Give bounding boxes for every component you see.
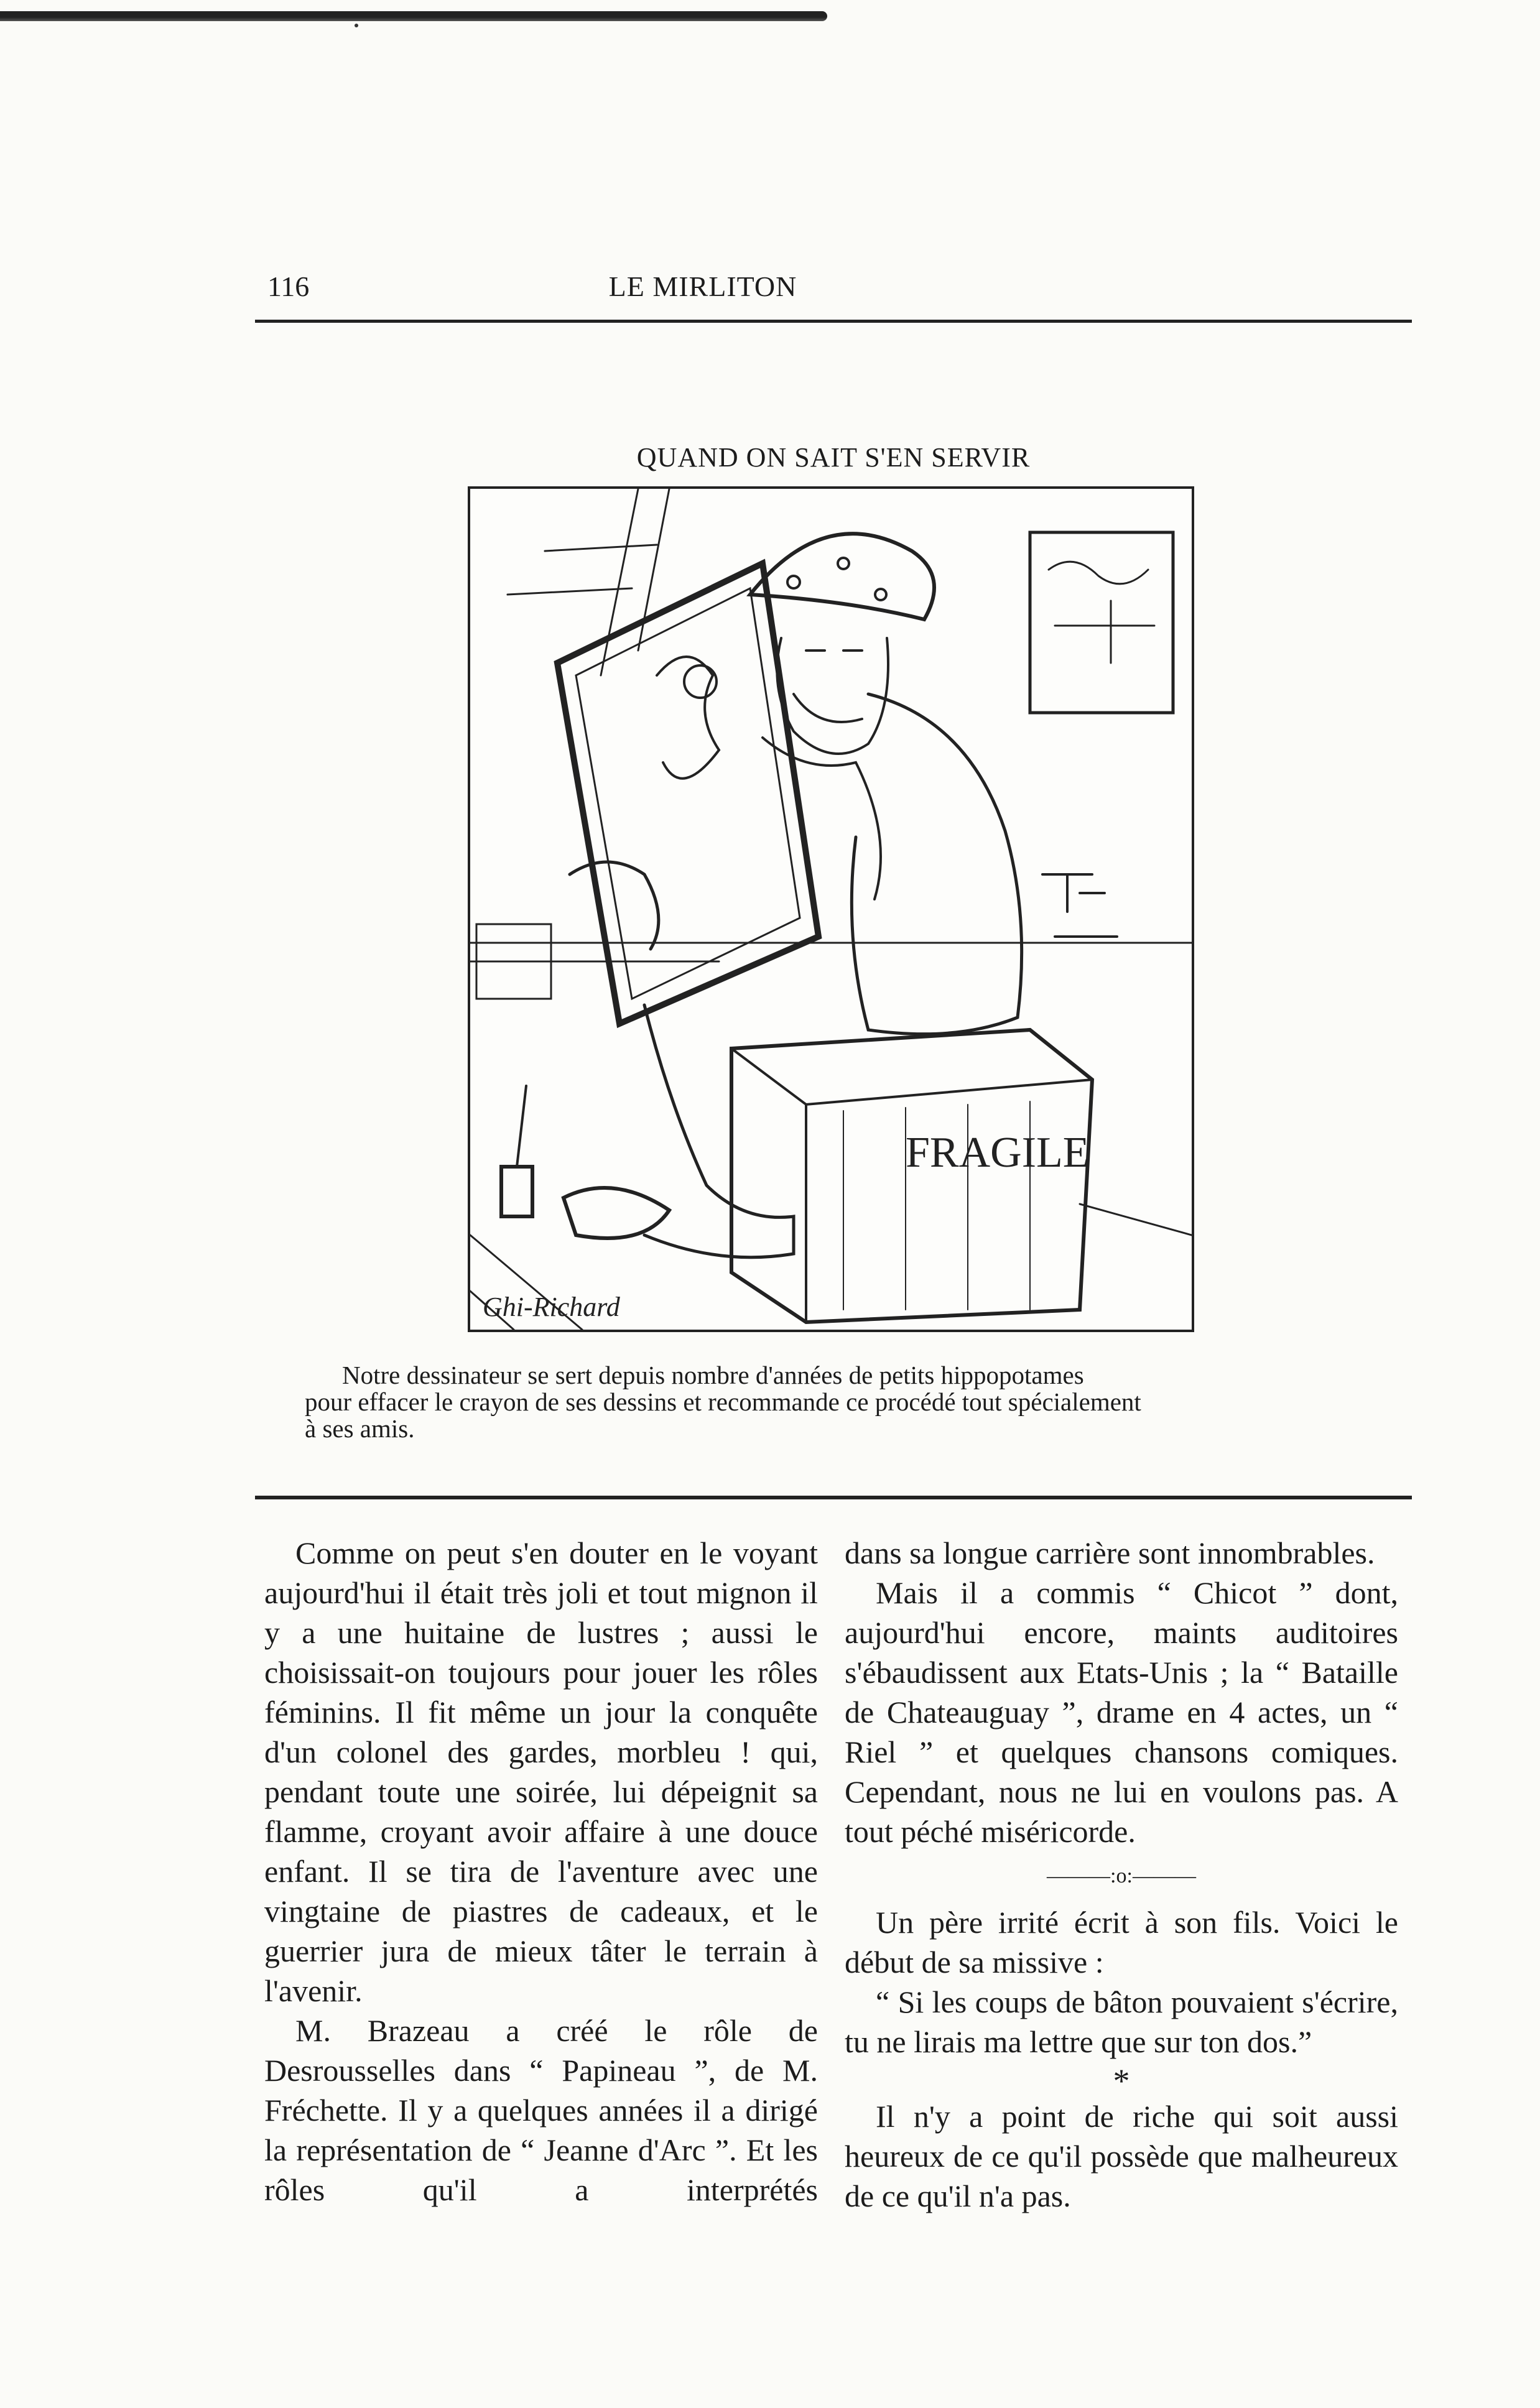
right-column	[845, 1533, 1398, 2216]
left-column	[264, 1533, 818, 2210]
caption-line-3: à ses amis.	[305, 1414, 415, 1443]
right-paragraph-3: Un père irrité écrit à son fils. Voici le début de sa missive :	[845, 1905, 1398, 1980]
article-title: QUAND ON SAIT S'EN SERVIR	[636, 442, 1031, 473]
scan-edge-bar	[0, 11, 827, 21]
right-paragraph-5: Il n'y a point de riche qui soit aussi heureux de ce qu'il possède que malheureux de ce qu'il n'a pas.	[845, 2099, 1398, 2213]
caption-line-2: pour effacer le crayon de ses dessins et recommande ce procédé tout spécialement	[305, 1387, 1141, 1416]
page-number: 116	[267, 271, 310, 302]
caption-line-1: Notre dessinateur se sert depuis nombre d'années de petits hippopotames	[342, 1361, 1084, 1389]
header-rule	[255, 320, 1412, 323]
left-paragraph-1: Comme on peut s'en douter en le voyant aujourd'hui il était très joli et tout mignon il y a une huitaine de lustres ; aussi le choisissait-on toujours pour jouer les rôles féminins. Il fit même un jour la conquête d'un colonel des gardes, morbleu ! qui, pendant toute une soirée, lui dépeignit sa flamme, croyant avoir affaire à une douce enfant. Il se tira de l'aventure avec une vingtaine de piastres de cadeaux, et le guerrier jura de mieux tâter le terrain à l'avenir.	[264, 1535, 818, 2008]
asterisk-separator: *	[1113, 2062, 1130, 2100]
crate-label: FRAGILE	[906, 1129, 1090, 1177]
right-paragraph-1: dans sa longue carrière sont innombrables.	[845, 1535, 1375, 1570]
scan-speck	[355, 24, 358, 27]
right-paragraph-2: Mais il a commis “ Chicot ” dont, aujourd'hui encore, maints auditoires s'ébaudissent aux Etats-Unis ; la “ Bataille de Chateauguay ”, drame en 4 actes, un “ Riel ” et quelques chansons comiques. Cependant, nous ne lui en voulons pas. A tout péché miséricorde.	[845, 1575, 1398, 1849]
caricature-artist-drawing-icon	[470, 489, 1192, 1330]
journal-title: LE MIRLITON	[608, 271, 797, 302]
running-head	[255, 264, 1412, 320]
caption-rule	[255, 1496, 1412, 1499]
section-divider: ———:o:———	[1047, 1864, 1196, 1887]
caricature-illustration	[468, 486, 1194, 1332]
illustration-caption	[305, 1362, 1424, 1442]
left-paragraph-2: M. Brazeau a créé le rôle de Desrousselles dans “ Papineau ”, de M. Fréchette. Il y a quelques années il a dirigé la représentation de “ Jeanne d'Arc ”. Et les rôles qu'il a interprétés	[264, 2013, 818, 2207]
artist-signature: Ghi-Richard	[483, 1292, 620, 1322]
right-paragraph-4: “ Si les coups de bâton pouvaient s'écrire, tu ne lirais ma lettre que sur ton dos.”	[845, 1984, 1398, 2059]
